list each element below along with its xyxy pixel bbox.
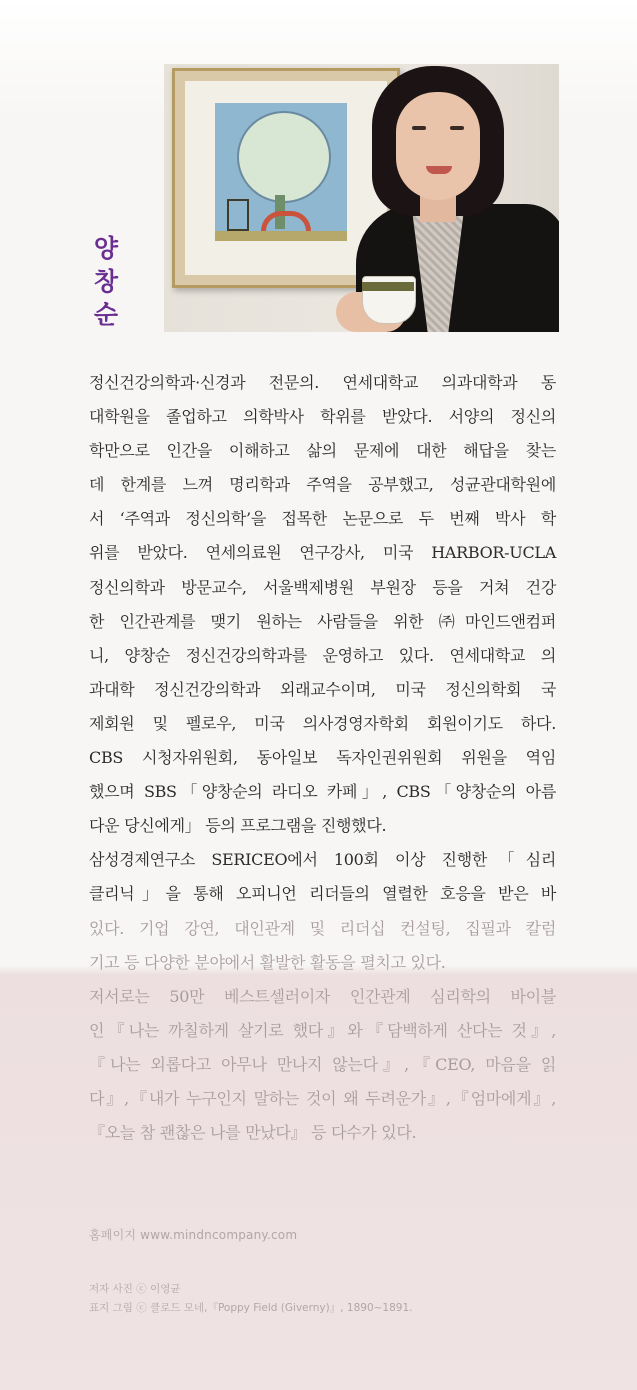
painting-house bbox=[227, 199, 249, 231]
author-eye-right bbox=[450, 126, 464, 130]
homepage-url: 홈페이지 www.mindncompany.com bbox=[89, 1228, 298, 1242]
bio-line: 학만으로 인간을 이해하고 삶의 문제에 대한 해답을 찾는 bbox=[89, 441, 556, 461]
bio-line: 했으며 SBS「양창순의 라디오 카페」, CBS「양창순의 아름 bbox=[89, 782, 556, 802]
photo-credit: 저자 사진 ⓒ 이영균 bbox=[89, 1283, 181, 1295]
bio-line: 과대학 정신건강의학과 외래교수이며, 미국 정신의학회 국 bbox=[89, 679, 556, 699]
author-photo bbox=[164, 64, 559, 332]
painting-tree bbox=[237, 111, 331, 203]
painting-ground bbox=[215, 231, 347, 241]
author-name-char: 순 bbox=[93, 300, 119, 329]
bio-line: 다』,『내가 누구인지 말하는 것이 왜 두려운가』,『엄마에게』, bbox=[89, 1088, 556, 1108]
bio-line: 인『나는 까칠하게 살기로 했다』와『담백하게 산다는 것』, bbox=[89, 1020, 556, 1040]
author-biography bbox=[89, 366, 556, 1150]
tea-cup-band bbox=[362, 282, 414, 291]
image-credits bbox=[89, 1280, 413, 1318]
author-name-char: 창 bbox=[93, 267, 119, 296]
author-face bbox=[396, 92, 480, 200]
author-name-char: 양 bbox=[93, 234, 119, 263]
bio-line: 정신건강의학과·신경과 전문의. 연세대학교 의과대학과 동 bbox=[89, 373, 556, 392]
bio-line: 한 인간관계를 맺기 원하는 사람들을 위한 ㈜마인드앤컴퍼 bbox=[89, 611, 556, 631]
bio-line: 있다. 기업 강연, 대인관계 및 리더십 컨설팅, 집필과 칼럼 bbox=[89, 918, 556, 938]
author-smile bbox=[426, 166, 452, 174]
bio-line: 기고 등 다양한 분야에서 활발한 활동을 펼치고 있다. bbox=[89, 952, 446, 972]
bio-line: 정신의학과 방문교수, 서울백제병원 부원장 등을 거쳐 건강 bbox=[89, 577, 556, 597]
bio-line: 대학원을 졸업하고 의학박사 학위를 받았다. 서양의 정신의 bbox=[89, 407, 556, 427]
bio-line: 삼성경제연구소 SERICEO에서 100회 이상 진행한「심리 bbox=[89, 850, 556, 870]
author-name-vertical bbox=[88, 232, 124, 331]
painting-mat bbox=[185, 81, 387, 275]
bio-line: 『나는 외롭다고 아무나 만나지 않는다』,『CEO, 마음을 읽 bbox=[89, 1054, 556, 1074]
bio-line: 데 한계를 느껴 명리학과 주역을 공부했고, 성균관대학원에 bbox=[89, 475, 556, 495]
bio-line: 클리닉」을 통해 오피니언 리더들의 열렬한 호응을 받은 바 bbox=[89, 884, 556, 904]
author-eye-left bbox=[412, 126, 426, 130]
bio-line: 『오늘 참 괜찮은 나를 만났다』 등 다수가 있다. bbox=[89, 1123, 417, 1143]
bio-line: CBS 시청자위원회, 동아일보 독자인권위원회 위원을 역임 bbox=[89, 748, 556, 768]
bio-line: 다운 당신에게」 등의 프로그램을 진행했다. bbox=[89, 816, 387, 836]
bio-line: 제회원 및 펠로우, 미국 의사경영자학회 회원이기도 하다. bbox=[89, 713, 556, 733]
cover-credit: 표지 그림 ⓒ 클로드 모네,『Poppy Field (Giverny)』, 1890~1891. bbox=[89, 1302, 413, 1314]
bio-line: 저서로는 50만 베스트셀러이자 인간관계 심리학의 바이블 bbox=[89, 986, 556, 1006]
bio-line: 니, 양창순 정신건강의학과를 운영하고 있다. 연세대학교 의 bbox=[89, 645, 556, 665]
bio-line: 서 ‘주역과 정신의학’을 접목한 논문으로 두 번째 박사 학 bbox=[89, 509, 556, 529]
bio-line: 위를 받았다. 연세의료원 연구강사, 미국 HARBOR-UCLA bbox=[89, 543, 556, 563]
painting-artwork bbox=[215, 103, 347, 241]
